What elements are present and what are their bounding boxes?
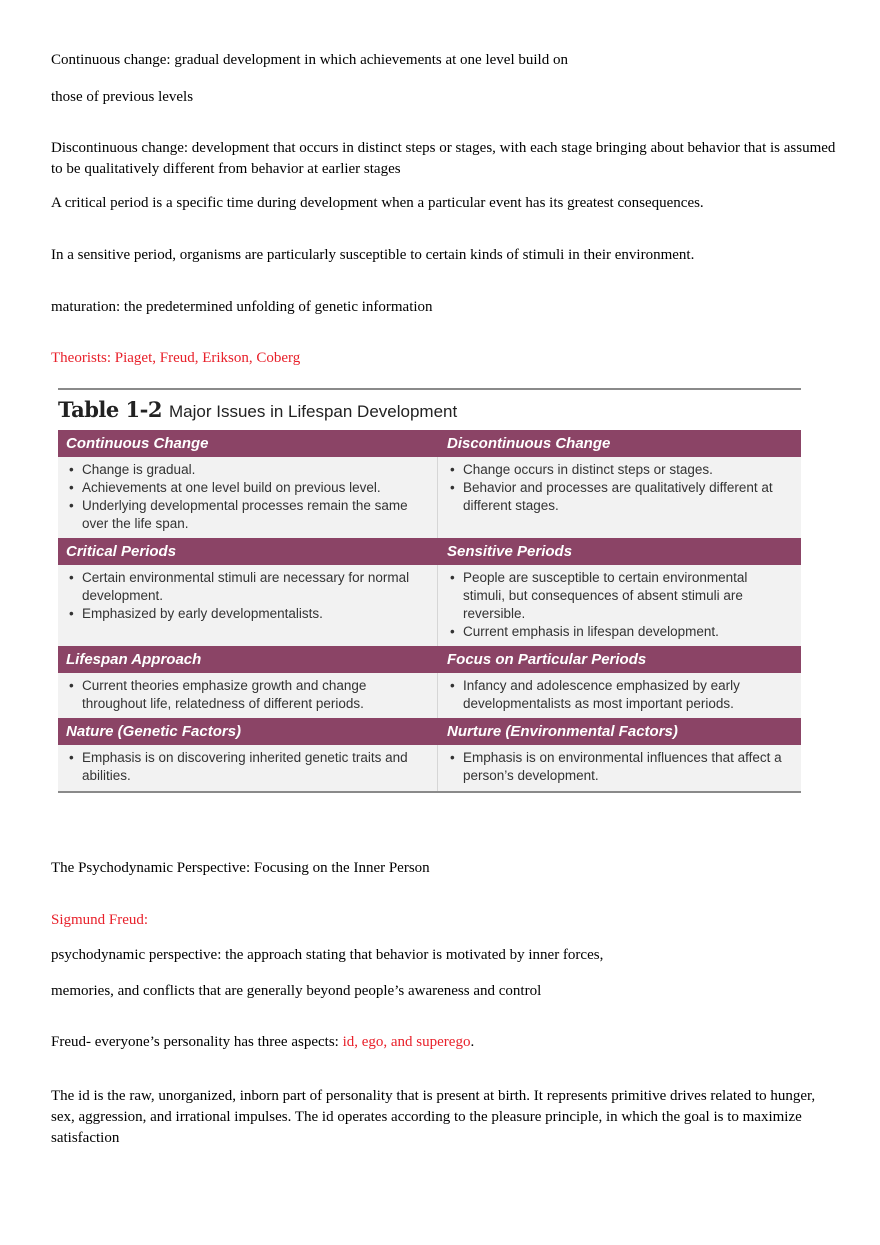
column-divider: [437, 457, 438, 538]
bullet-item: • Underlying developmental processes remain the same over the life span.: [66, 497, 416, 533]
table-body-row: [58, 673, 801, 718]
bullet-item: • Emphasis is on discovering inherited genetic traits and abilities.: [66, 749, 416, 785]
discontinuous-change-definition: Discontinuous change: development that occurs in distinct steps or stages, with each stage bringing about behavior that is assumed to be qualitatively different from behavior at earlier stages: [51, 140, 836, 177]
table-body-row: [58, 565, 801, 646]
table-heading-left: Nature (Genetic Factors): [66, 723, 242, 740]
table-header-row: [58, 430, 801, 457]
continuous-change-definition-line2: those of previous levels: [51, 89, 194, 105]
bullet-list: [66, 569, 416, 623]
bullet-item: • Emphasis is on environmental influences that affect a person’s development.: [447, 749, 787, 785]
bullet-list: [66, 749, 416, 785]
table-body-row: [58, 457, 801, 538]
table-body-row: [58, 745, 801, 791]
psychodynamic-definition-line2: memories, and conflicts that are generally beyond people’s awareness and control: [51, 983, 542, 999]
bullet-item: • People are susceptible to certain environmental stimuli, but consequences of absent stimuli are reversible.: [447, 569, 787, 623]
table-heading-left: Critical Periods: [66, 543, 177, 560]
column-divider: [437, 745, 438, 791]
table-top-rule: [58, 388, 801, 390]
table-figure: [58, 388, 801, 794]
bullet-list: [447, 749, 787, 785]
table-heading-right: Nurture (Environmental Factors): [447, 723, 678, 740]
bullet-item: • Change is gradual.: [66, 461, 416, 479]
table-cell-right: [447, 569, 787, 641]
table-heading-right: Sensitive Periods: [447, 543, 573, 560]
bullet-list: [66, 461, 416, 533]
table-cell-left: [66, 749, 416, 785]
bullet-item: • Infancy and adolescence emphasized by early developmentalists as most important periods.: [447, 677, 787, 713]
bullet-item: • Certain environmental stimuli are necessary for normal development.: [66, 569, 416, 605]
sensitive-period-definition: In a sensitive period, organisms are particularly susceptible to certain kinds of stimuli in their environment.: [51, 247, 695, 263]
sigmund-freud-label: Sigmund Freud:: [51, 912, 149, 928]
bullet-list: [447, 569, 787, 641]
column-divider: [437, 565, 438, 646]
table-cell-left: [66, 569, 416, 623]
bullet-item: • Achievements at one level build on previous level.: [66, 479, 416, 497]
table-header-row: [58, 718, 801, 745]
bullet-list: [447, 461, 787, 515]
bullet-item: • Current theories emphasize growth and change throughout life, relatedness of different periods.: [66, 677, 416, 713]
table-title-text: Major Issues in Lifespan Development: [169, 402, 458, 421]
table-cell-left: [66, 677, 416, 713]
freud-aspects-list: id, ego, and superego: [342, 1034, 471, 1050]
bullet-item: • Emphasized by early developmentalists.: [66, 605, 416, 623]
psychodynamic-definition-line1: psychodynamic perspective: the approach stating that behavior is motivated by inner forces,: [51, 947, 604, 963]
id-definition: The id is the raw, unorganized, inborn part of personality that is present at birth. It represents primitive drives related to hunger, sex, aggression, and irrational impulses. The id operates according to the pleasure principle, in which the goal is to maximize satisfaction: [51, 1088, 816, 1146]
table-cell-right: [447, 749, 787, 785]
table-header-row: [58, 538, 801, 565]
theorists-line: Theorists: Piaget, Freud, Erikson, Coberg: [51, 350, 301, 366]
table-header-row: [58, 646, 801, 673]
freud-aspects-prefix: Freud- everyone’s personality has three aspects:: [51, 1034, 343, 1050]
critical-period-definition: A critical period is a specific time during development when a particular event has its greatest consequences.: [51, 195, 704, 211]
table-bottom-rule: [58, 791, 801, 793]
bullet-item: • Behavior and processes are qualitatively different at different stages.: [447, 479, 787, 515]
continuous-change-definition-line1: Continuous change: gradual development in which achievements at one level build on: [51, 52, 568, 68]
table-cell-left: [66, 461, 416, 533]
table-title: [58, 397, 457, 422]
table-cell-right: [447, 677, 787, 713]
freud-aspects-suffix: .: [470, 1034, 475, 1050]
freud-aspects-line: [51, 1032, 841, 1053]
table-number: Table 1-2: [58, 397, 162, 422]
bullet-list: [447, 677, 787, 713]
table-cell-right: [447, 461, 787, 515]
bullet-list: [66, 677, 416, 713]
bullet-item: • Current emphasis in lifespan development.: [447, 623, 787, 641]
table-heading-right: Discontinuous Change: [447, 435, 611, 452]
bullet-item: • Change occurs in distinct steps or stages.: [447, 461, 787, 479]
table-heading-left: Continuous Change: [66, 435, 209, 452]
table-heading-left: Lifespan Approach: [66, 651, 202, 668]
psychodynamic-section-heading: The Psychodynamic Perspective: Focusing on the Inner Person: [51, 860, 430, 876]
column-divider: [437, 673, 438, 718]
maturation-definition: maturation: the predetermined unfolding of genetic information: [51, 299, 433, 315]
table-heading-right: Focus on Particular Periods: [447, 651, 647, 668]
